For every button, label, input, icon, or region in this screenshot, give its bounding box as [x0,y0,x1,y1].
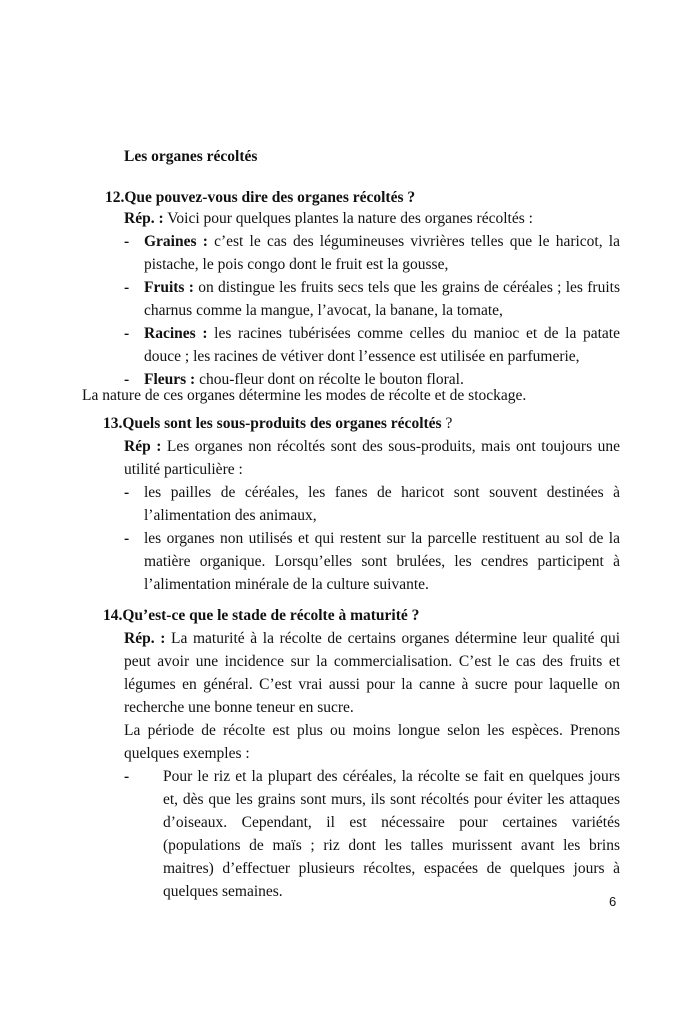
item-text: les pailles de céréales, les fanes de haricot sont souvent destinées à l’alimentation des animaux, [144,484,620,524]
rep-text: Les organes non récoltés sont des sous-produits, mais ont toujours une utilité particulière : [124,438,620,478]
free-paragraph: La nature de ces organes détermine les modes de récolte et de stockage. [82,387,527,404]
rep-label: Rép. : [124,630,166,647]
item-text: on distingue les fruits secs tels que les grains de céréales ; les fruits charnus comme la mangue, l’avocat, la banane, la tomate, [144,279,620,319]
item-text: Pour le riz et la plupart des céréales, la récolte se fait en quelques jours et, dès que les grains sont murs, ils sont récoltés pour éviter les attaques d’oiseaux. Cependant, il est nécessaire pour certaines variétés (populations de maïs ; riz dont les talles murissent avant les brins maitres) d’effectuer plusieurs récoltes, espacées de quelques jours à quelques semaines. [163,768,620,900]
list-item [124,276,620,322]
item-text: les organes non utilisés et qui restent sur la parcelle restituent au sol de la matière organique. Lorsqu’elles sont brulées, les cendres participent à l’alimentation minérale de la culture suivante. [144,530,620,593]
item-text: chou-fleur dont on récolte le bouton floral. [195,371,464,388]
list-item [124,230,620,276]
rep-text: La maturité à la récolte de certains organes détermine leur qualité qui peut avoir une incidence sur la commercialisation. C’est le cas des fruits et légumes en général. C’est vrai aussi pour la canne à sucre pour laquelle on recherche une bonne teneur en sucre. [124,630,620,716]
item-text: les racines tubérisées comme celles du manioc et de la patate douce ; les racines de vétiver dont l’essence est utilisée en parfumerie, [144,325,620,365]
list-item [124,527,620,596]
question-13-tail: ? [441,415,453,432]
item-label: Fleurs : [144,371,196,388]
question-12: 12.Que pouvez-vous dire des organes récoltés ? [105,189,416,206]
list-item [124,765,620,903]
answer-12-intro [124,207,620,230]
rep-text: Voici pour quelques plantes la nature des organes récoltés : [163,210,533,227]
item-label: Graines : [144,233,208,250]
question-14: 14.Qu’est-ce que le stade de récolte à maturité ? [103,607,420,624]
rep-label: Rép. : [124,210,164,227]
answer-14-intro [124,627,620,719]
question-13 [103,413,452,435]
item-label: Fruits : [144,279,194,296]
answer-13-intro [124,435,620,481]
section-title: Les organes récoltés [124,148,258,165]
answer-14 [124,627,620,903]
bullet-dash: - [124,484,130,501]
bullet-dash: - [124,325,130,342]
item-text: c’est le cas des légumineuses vivrières telles que le haricot, la pistache, le pois congo dont le fruit est la gousse, [144,233,620,273]
item-label: Racines : [144,325,208,342]
bullet-dash: - [124,530,130,547]
list-item [124,481,620,527]
question-13-text: 13.Quels sont les sous-produits des organes récoltés [103,415,442,432]
bullet-dash: - [124,768,130,785]
bullet-dash: - [124,371,130,388]
answer-13 [124,435,620,596]
list-item [124,322,620,368]
rep-label: Rép : [124,438,162,455]
bullet-dash: - [124,279,130,296]
page-number: 6 [609,894,617,909]
answer-14-para2: La période de récolte est plus ou moins longue selon les espèces. Prenons quelques exemples : [124,722,620,762]
answer-12 [124,207,620,391]
bullet-dash: - [124,233,130,250]
